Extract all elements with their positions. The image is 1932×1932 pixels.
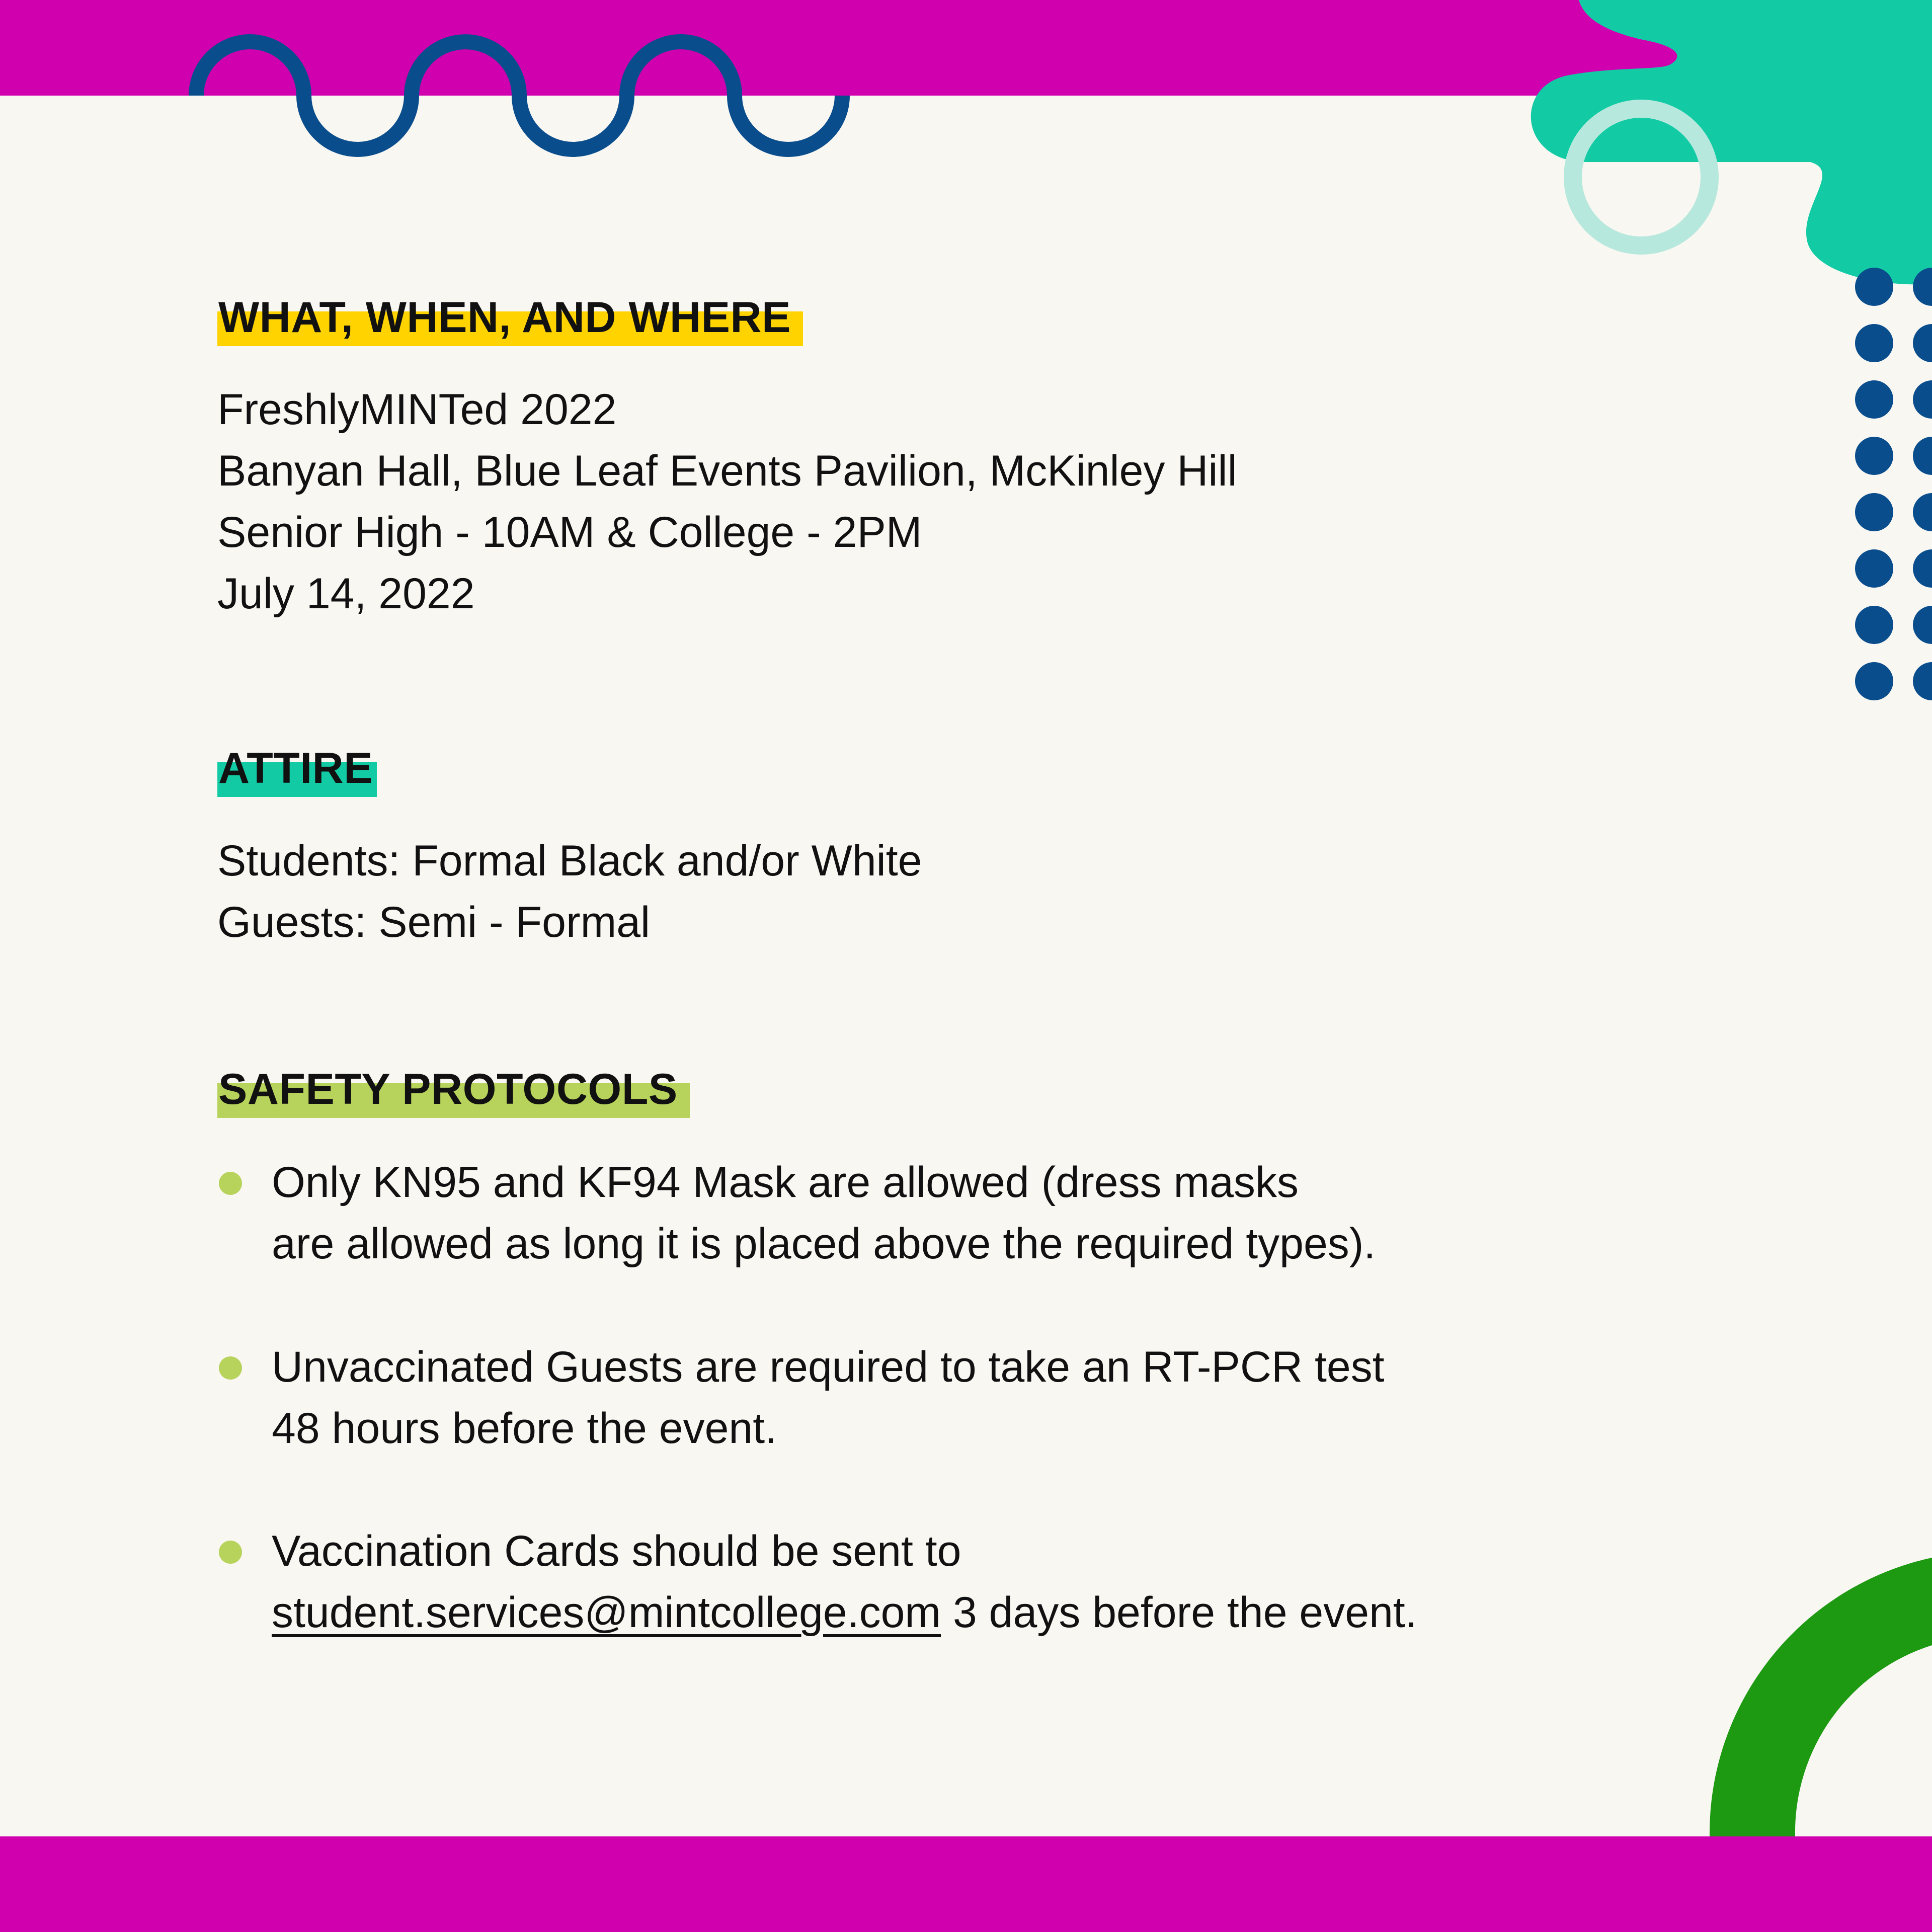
event-schedule: Senior High - 10AM & College - 2PM [217, 508, 922, 556]
safety-item-line: Only KN95 and KF94 Mask are allowed (dress masks [272, 1158, 1299, 1206]
safety-item-vaccination-cards [217, 1520, 1417, 1643]
section-heading-what-when-where [217, 293, 803, 342]
heading-text-attire: ATTIRE [217, 747, 377, 790]
safety-item-masks [217, 1152, 1376, 1274]
safety-item-line: Vaccination Cards should be sent to [272, 1527, 961, 1575]
safety-item-line: 48 hours before the event. [272, 1404, 777, 1453]
section-heading-safety-protocols [217, 1065, 690, 1113]
safety-item-line-email [272, 1582, 1417, 1643]
event-name: FreshlyMINTed 2022 [217, 385, 617, 434]
event-date: July 14, 2022 [217, 570, 475, 618]
navy-dot-grid [1855, 268, 1932, 700]
safety-item-rtpcr [217, 1336, 1385, 1459]
safety-item-line-suffix: 3 days before the event. [941, 1588, 1417, 1637]
attire-details-block [217, 830, 922, 953]
event-details-block [217, 379, 1237, 624]
safety-item-line: Unvaccinated Guests are required to take an RT-PCR test [272, 1343, 1385, 1391]
attire-students: Students: Formal Black and/or White [217, 837, 922, 885]
email-link[interactable]: student.services@mintcollege.com [272, 1588, 941, 1637]
bullet-dot [219, 1356, 242, 1380]
bullet-dot [219, 1541, 242, 1564]
heading-text-what-when-where: WHAT, WHEN, AND WHERE [217, 296, 803, 339]
heading-text-safety-protocols: SAFETY PROTOCOLS [217, 1068, 690, 1111]
section-heading-attire [217, 744, 377, 792]
bottom-magenta-band [0, 1836, 1932, 1932]
green-arc-shape [1710, 1558, 1932, 1836]
safety-item-line: are allowed as long it is placed above the required types). [272, 1220, 1376, 1268]
bullet-dot [219, 1172, 242, 1195]
attire-guests: Guests: Semi - Formal [217, 898, 651, 946]
event-venue: Banyan Hall, Blue Leaf Events Pavilion, McKinley Hill [217, 447, 1237, 495]
